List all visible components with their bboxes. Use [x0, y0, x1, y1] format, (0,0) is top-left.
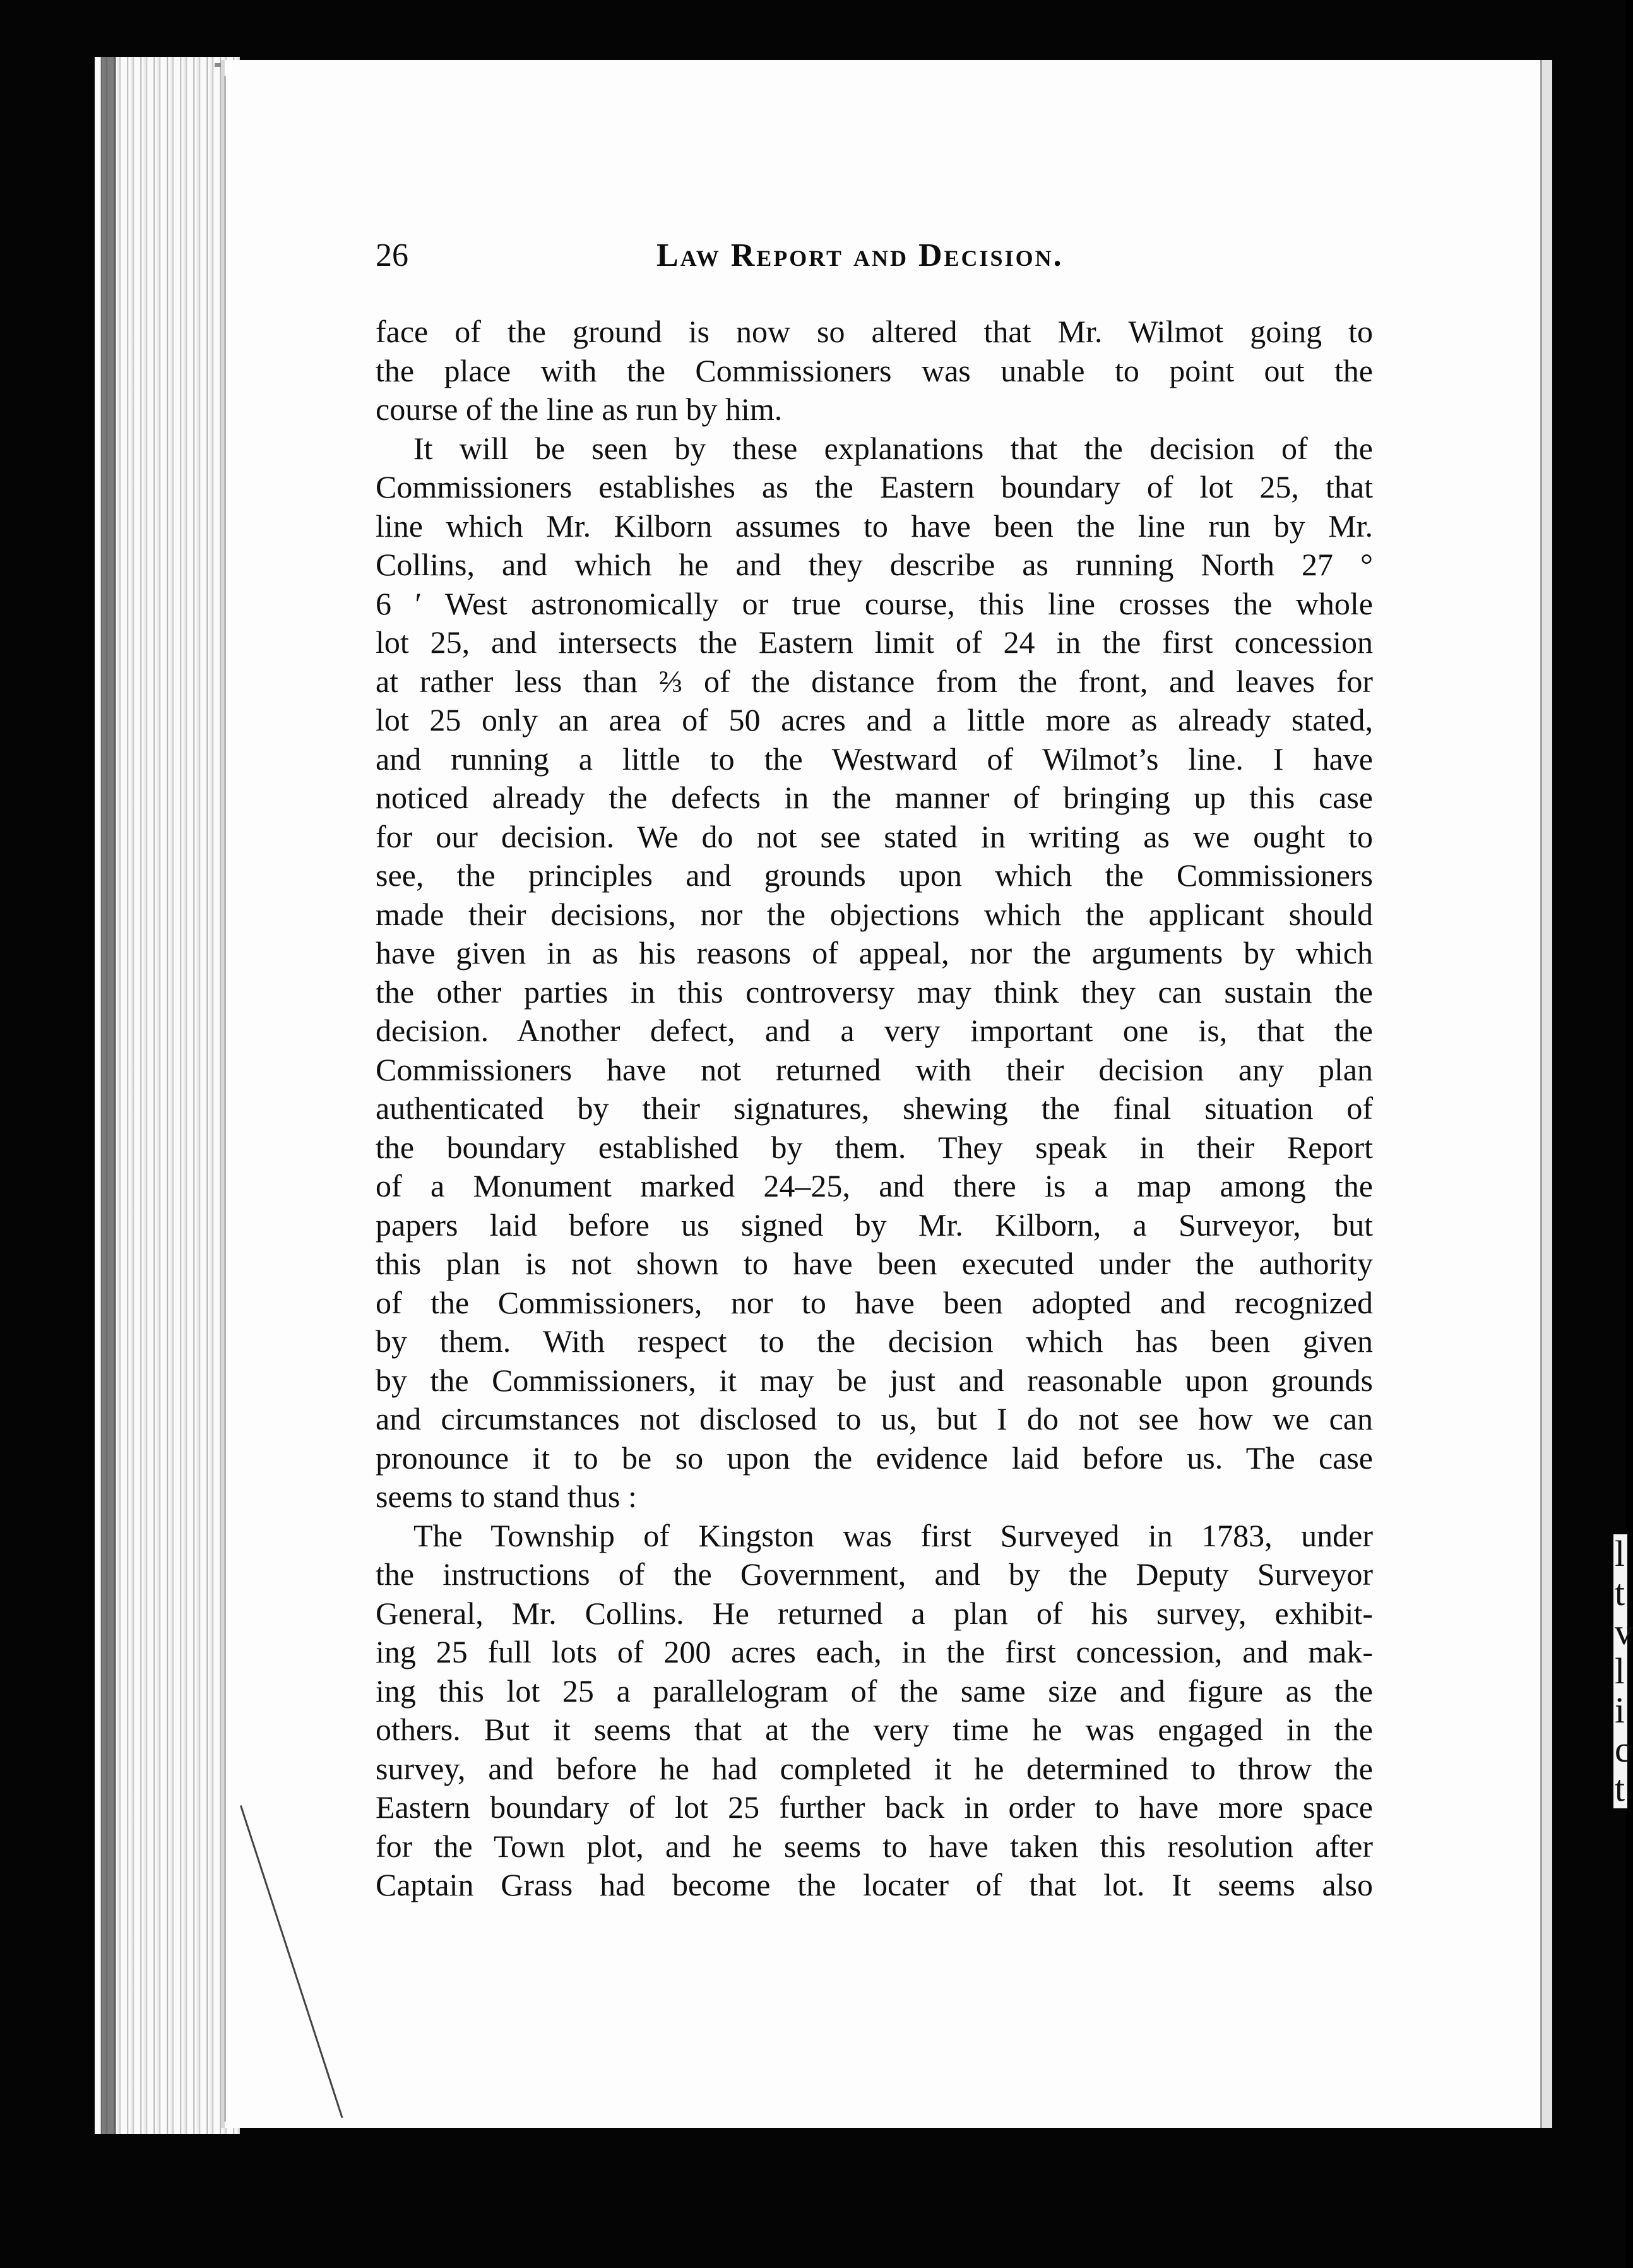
text-line: by them. With respect to the decision which has been given: [376, 1323, 1373, 1359]
text-line: have given in as his reasons of appeal, nor the arguments by which: [376, 935, 1373, 970]
text-line: line which Mr. Kilborn assumes to have been the line run by Mr.: [376, 508, 1373, 544]
page-right-edge: [1540, 60, 1552, 2128]
text-line: 6 ′ West astronomically or true course, this line crosses the whole: [376, 585, 1373, 621]
text-line: noticed already the defects in the manner of bringing up this case: [376, 780, 1373, 815]
running-title: Law Report and Decision.: [656, 237, 1064, 273]
text-line: papers laid before us signed by Mr. Kilborn, a Surveyor, but: [376, 1207, 1373, 1243]
text-line: Commissioners have not returned with their decision any plan: [376, 1051, 1373, 1087]
page-inner-edge: [224, 76, 226, 2122]
text-line: Eastern boundary of lot 25 further back in order to have more space: [376, 1789, 1373, 1825]
text-line: decision. Another defect, and a very important one is, that the: [376, 1013, 1373, 1048]
text-line: the instructions of the Government, and by the Deputy Surveyor: [376, 1556, 1373, 1592]
text-line: pronounce it to be so upon the evidence laid before us. The case: [376, 1440, 1373, 1476]
page-number: 26: [376, 237, 408, 273]
facing-page-letter: i: [1615, 1690, 1625, 1731]
text-line: Collins, and which he and they describe as running North 27 °: [376, 547, 1373, 582]
text-line: survey, and before he had completed it he determined to throw the: [376, 1750, 1373, 1786]
text-line: the boundary established by them. They speak in their Report: [376, 1129, 1373, 1165]
text-line: General, Mr. Collins. He returned a plan of his survey, exhibit-: [376, 1595, 1373, 1631]
text-line: for our decision. We do not see stated in writing as we ought to: [376, 818, 1373, 854]
body-text: [376, 313, 1373, 1905]
text-line: of the Commissioners, nor to have been adopted and recognized: [376, 1284, 1373, 1320]
text-line: made their decisions, nor the objections which the applicant should: [376, 896, 1373, 932]
facing-page-letter: l: [1615, 1650, 1625, 1692]
text-line: lot 25 only an area of 50 acres and a little more as already stated,: [376, 702, 1373, 737]
text-line: by the Commissioners, it may be just and reasonable upon grounds: [376, 1362, 1373, 1398]
spine-shadow: [101, 57, 116, 2134]
text-line: course of the line as run by him.: [376, 391, 783, 427]
text-line: at rather less than ⅔ of the distance from the front, and leaves for: [376, 663, 1373, 699]
facing-page-letter: v: [1615, 1611, 1633, 1652]
text-line: ing 25 full lots of 200 acres each, in the first concession, and mak-: [376, 1634, 1373, 1669]
facing-page-letter: t: [1615, 1768, 1625, 1809]
text-line: authenticated by their signatures, shewing the final situation of: [376, 1090, 1373, 1126]
text-line: this plan is not shown to have been executed under the authority: [376, 1246, 1373, 1281]
text-line: ing this lot 25 a parallelogram of the same size and figure as the: [376, 1673, 1373, 1709]
text-line: the place with the Commissioners was unable to point out the: [376, 352, 1373, 388]
text-line: seems to stand thus :: [376, 1479, 637, 1514]
text-line: Commissioners establishes as the Eastern boundary of lot 25, that: [376, 469, 1373, 504]
text-line: It will be seen by these explanations that the decision of the: [413, 430, 1373, 466]
text-line: of a Monument marked 24–25, and there is a map among the: [376, 1168, 1373, 1203]
text-line: for the Town plot, and he seems to have taken this resolution after: [376, 1828, 1373, 1864]
text-line: The Township of Kingston was first Surveyed in 1783, under: [413, 1517, 1373, 1553]
facing-page-letter: l: [1615, 1533, 1625, 1574]
text-line: see, the principles and grounds upon which the Commissioners: [376, 857, 1373, 893]
running-header: [376, 234, 1367, 278]
facing-page-letter: c: [1615, 1729, 1631, 1770]
text-line: and running a little to the Westward of Wilmot’s line. I have: [376, 741, 1373, 777]
text-line: Captain Grass had become the locater of that lot. It seems also: [376, 1867, 1373, 1902]
text-line: and circumstances not disclosed to us, but I do not see how we can: [376, 1401, 1373, 1436]
facing-page-letter: t: [1615, 1572, 1625, 1613]
facing-page-fragment: [1613, 1533, 1633, 1809]
text-line: others. But it seems that at the very time he was engaged in the: [376, 1712, 1373, 1747]
page-edges: [95, 57, 240, 2134]
text-line: the other parties in this controversy may think they can sustain the: [376, 974, 1373, 1010]
text-line: face of the ground is now so altered that Mr. Wilmot going to: [376, 314, 1373, 349]
text-line: lot 25, and intersects the Eastern limit of 24 in the first concession: [376, 624, 1373, 660]
